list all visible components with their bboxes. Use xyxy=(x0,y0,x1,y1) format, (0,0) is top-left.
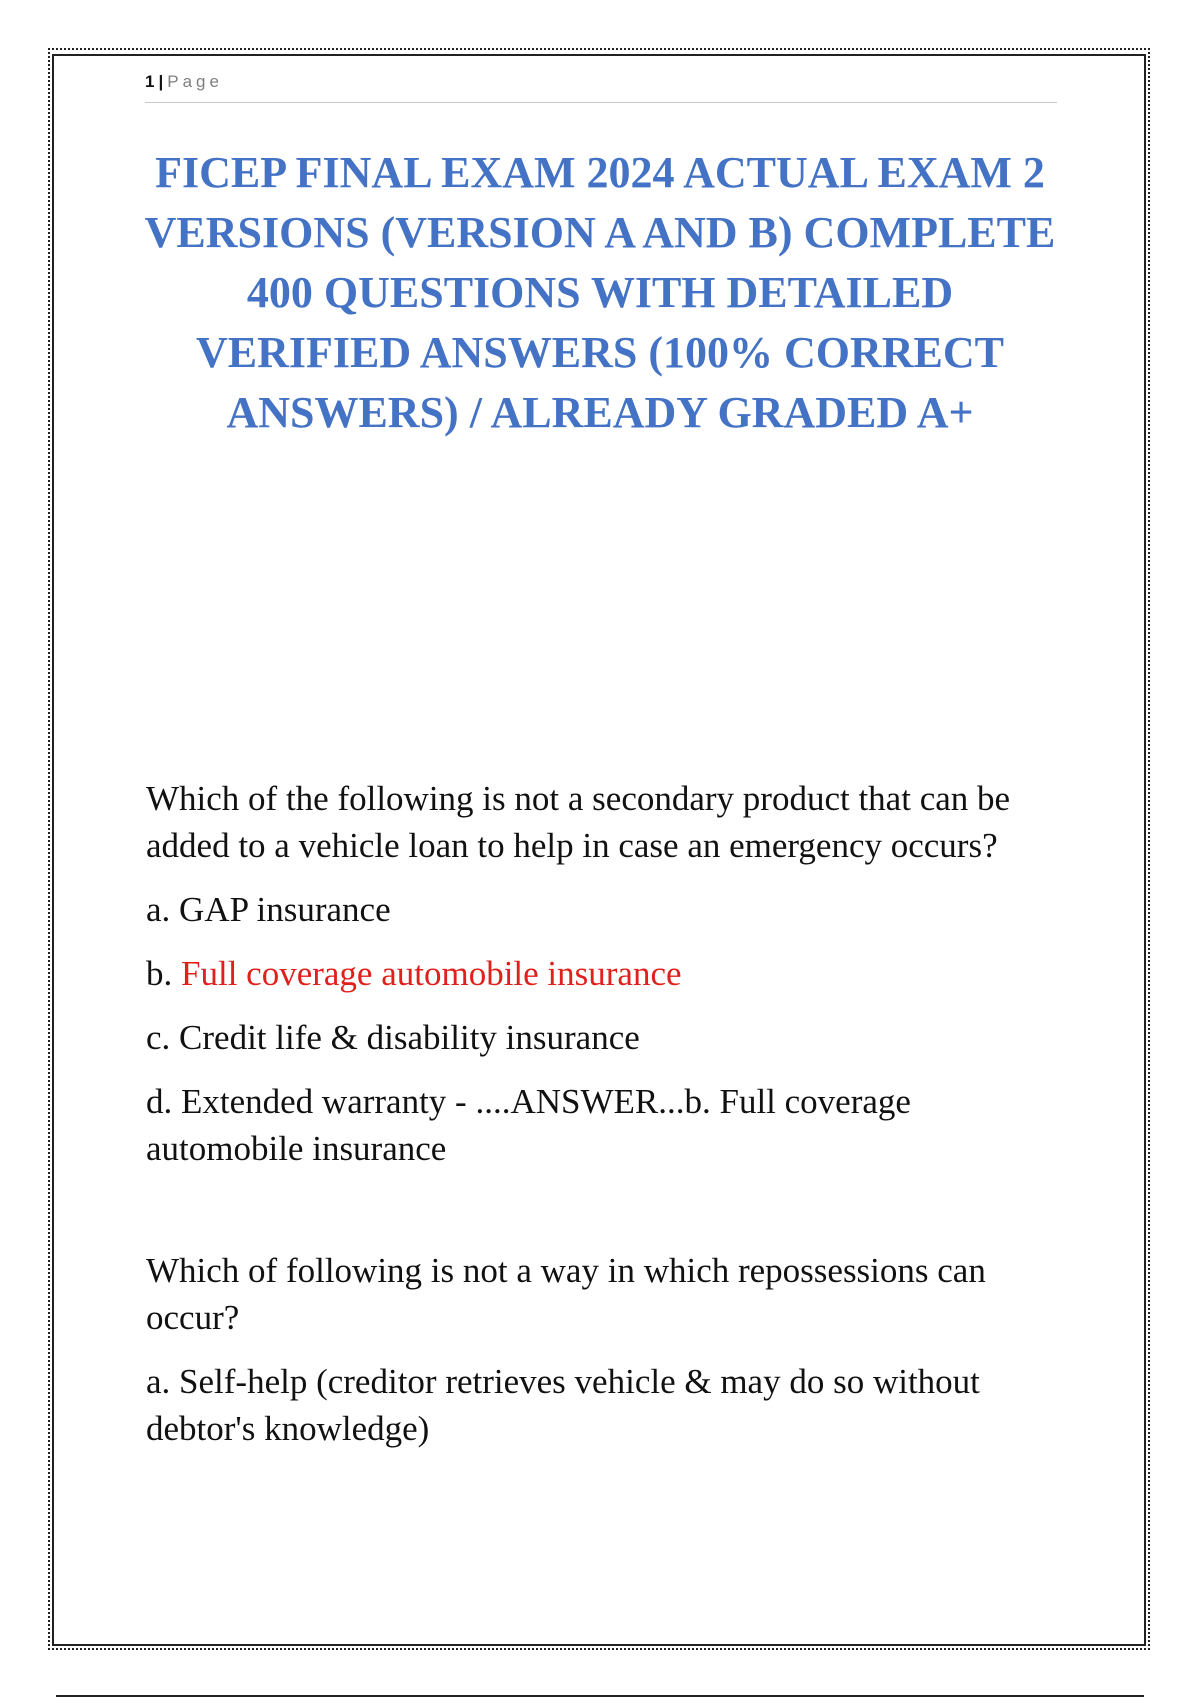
question-text: Which of following is not a way in which repossessions can occur? xyxy=(146,1251,986,1337)
question-spacer xyxy=(146,1189,1066,1247)
page-number: 1 xyxy=(145,72,155,91)
option-text: GAP insurance xyxy=(179,890,391,929)
answer-option xyxy=(146,1078,1066,1172)
option-prefix: d. xyxy=(146,1082,181,1121)
answer-option xyxy=(146,1014,1066,1061)
answer-option-highlighted xyxy=(146,950,1066,997)
answer-option xyxy=(146,886,1066,933)
option-prefix: c. xyxy=(146,1018,180,1057)
bottom-rule xyxy=(56,1695,1144,1697)
option-text: Credit life & disability insurance xyxy=(179,1018,640,1057)
option-text-correct: Full coverage automobile insurance xyxy=(181,954,682,993)
page-separator: | xyxy=(158,72,164,91)
answer-option xyxy=(146,1358,1066,1452)
option-prefix: a. xyxy=(146,890,180,929)
page-word: Page xyxy=(167,72,223,91)
page-header xyxy=(145,72,1057,103)
option-prefix: a. xyxy=(146,1362,180,1401)
question-text: Which of the following is not a secondary product that can be added to a vehicle loan to help in case an emergency occurs? xyxy=(146,779,1011,865)
option-prefix: b. xyxy=(146,954,181,993)
option-text: Extended warranty - ....ANSWER...b. Full coverage automobile insurance xyxy=(146,1082,911,1168)
document-body xyxy=(146,775,1066,1469)
document-title: FICEP FINAL EXAM 2024 ACTUAL EXAM 2 VERSIONS (VERSION A AND B) COMPLETE 400 QUESTIONS WITH DETAILED VERIFIED ANSWERS (100% CORRECT ANSWERS) / ALREADY GRADED A+ xyxy=(144,148,1056,437)
option-text: Self-help (creditor retrieves vehicle & may do so without debtor's knowledge) xyxy=(146,1362,980,1448)
